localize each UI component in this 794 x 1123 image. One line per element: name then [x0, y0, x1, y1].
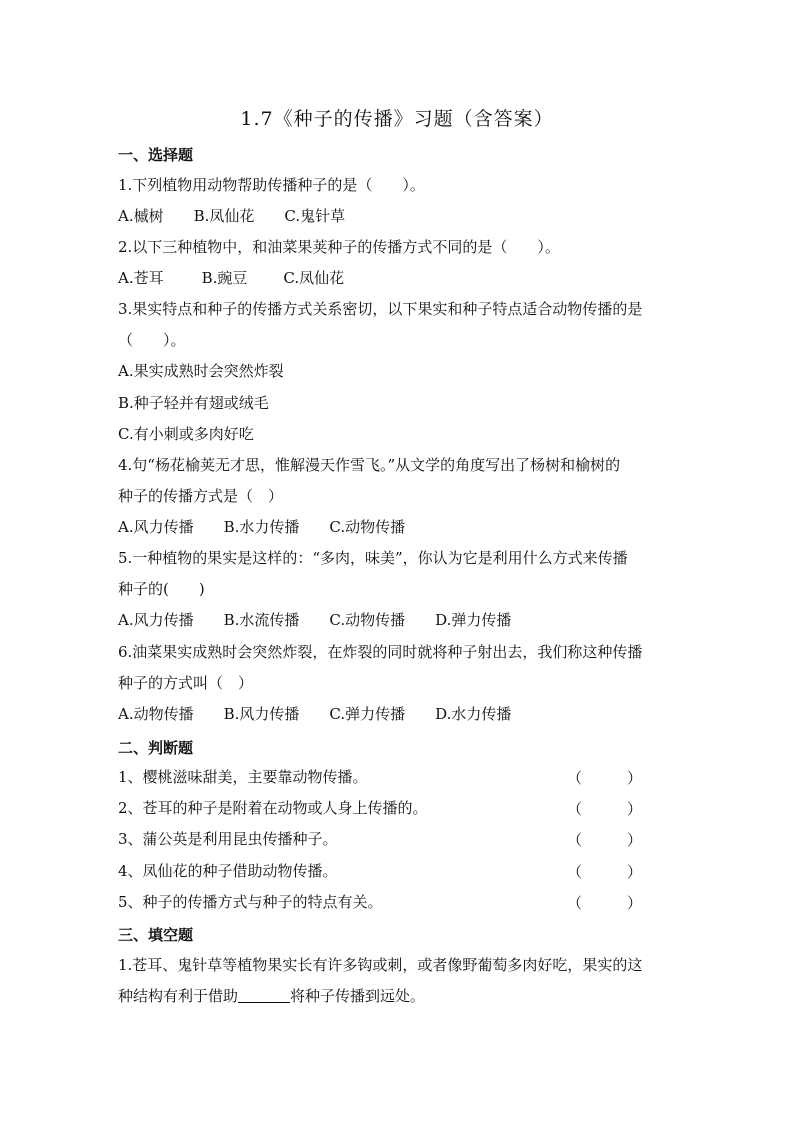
- question-3-option-b: B.种子轻并有翅或绒毛: [118, 394, 269, 412]
- section-heading-fill: 三、填空题: [118, 926, 194, 944]
- option-c: C.凤仙花: [283, 269, 345, 287]
- option-a: A.槭树: [118, 207, 164, 225]
- fill-question-1-line1: 1.苍耳、鬼针草等植物果实长有许多钩或刺，或者像野葡萄多肉好吃，果实的这: [118, 956, 643, 974]
- fill-question-1-line2: [118, 986, 425, 1006]
- fill-blank: [238, 988, 290, 1003]
- question-4-stem-line1: 4.句“杨花榆荚无才思，惟解漫天作雪飞。”从文学的角度写出了杨树和榆树的: [118, 456, 621, 474]
- judge-answer-blank-4: （ ）: [567, 863, 643, 881]
- judge-item-5: 5、种子的传播方式与种子的特点有关。: [118, 893, 383, 911]
- question-5-stem-line2: 种子的( ): [118, 580, 205, 598]
- option-a: A.风力传播: [118, 518, 194, 536]
- judge-item-4: 4、凤仙花的种子借助动物传播。: [118, 862, 338, 880]
- section-heading-choice: 一、选择题: [118, 146, 194, 164]
- question-1-stem: 1.下列植物用动物帮助传播种子的是（ ）。: [118, 176, 425, 194]
- option-b: B.豌豆: [201, 269, 248, 287]
- judge-answer-blank-3: （ ）: [567, 831, 643, 849]
- option-d: D.弹力传播: [435, 611, 512, 629]
- question-3-option-a: A.果实成熟时会突然炸裂: [118, 362, 284, 380]
- option-c: C.动物传播: [329, 518, 406, 536]
- option-d: D.水力传播: [435, 705, 512, 723]
- question-4-options: [118, 517, 435, 537]
- judge-item-1: 1、樱桃滋味甜美，主要靠动物传播。: [118, 768, 368, 786]
- option-b: B.水流传播: [223, 611, 300, 629]
- question-3-stem-line1: 3.果实特点和种子的传播方式关系密切，以下果实和种子特点适合动物传播的是: [118, 300, 643, 318]
- question-3-stem-line2: （ ）。: [118, 331, 186, 349]
- fill-text-after-blank: 将种子传播到远处。: [290, 987, 426, 1005]
- judge-answer-blank-5: （ ）: [567, 894, 643, 912]
- question-6-options: [118, 704, 541, 724]
- question-2-options: [118, 268, 374, 288]
- option-c: C.弹力传播: [329, 705, 406, 723]
- option-a: A.苍耳: [118, 269, 164, 287]
- question-4-stem-line2: 种子的传播方式是（ ）: [118, 487, 284, 505]
- option-a: A.动物传播: [118, 705, 194, 723]
- fill-text-before-blank: 种结构有利于借助: [118, 987, 239, 1005]
- question-3-option-c: C.有小刺或多肉好吃: [118, 425, 254, 443]
- option-b: B.水力传播: [223, 518, 300, 536]
- question-6-stem-line2: 种子的方式叫（ ）: [118, 674, 254, 692]
- option-c: C.鬼针草: [284, 207, 346, 225]
- option-b: B.凤仙花: [193, 207, 255, 225]
- question-6-stem-line1: 6.油菜果实成熟时会突然炸裂，在炸裂的同时就将种子射出去，我们称这种传播: [118, 643, 643, 661]
- judge-answer-blank-1: （ ）: [567, 769, 643, 787]
- option-a: A.风力传播: [118, 611, 194, 629]
- option-b: B.风力传播: [223, 705, 300, 723]
- page-title: 1.7《种子的传播》习题（含答案）: [240, 108, 554, 130]
- judge-answer-blank-2: （ ）: [567, 800, 643, 818]
- judge-item-2: 2、苍耳的种子是附着在动物或人身上传播的。: [118, 799, 428, 817]
- question-2-stem: 2.以下三种植物中，和油菜果荚种子的传播方式不同的是（ ）。: [118, 238, 560, 256]
- question-1-options: [118, 206, 375, 226]
- judge-item-3: 3、蒲公英是利用昆虫传播种子。: [118, 830, 338, 848]
- question-5-options: [118, 610, 541, 630]
- question-5-stem-line1: 5.一种植物的果实是这样的：“多肉，味美”，你认为它是利用什么方式来传播: [118, 549, 628, 567]
- section-heading-judge: 二、判断题: [118, 739, 194, 757]
- option-c: C.动物传播: [329, 611, 406, 629]
